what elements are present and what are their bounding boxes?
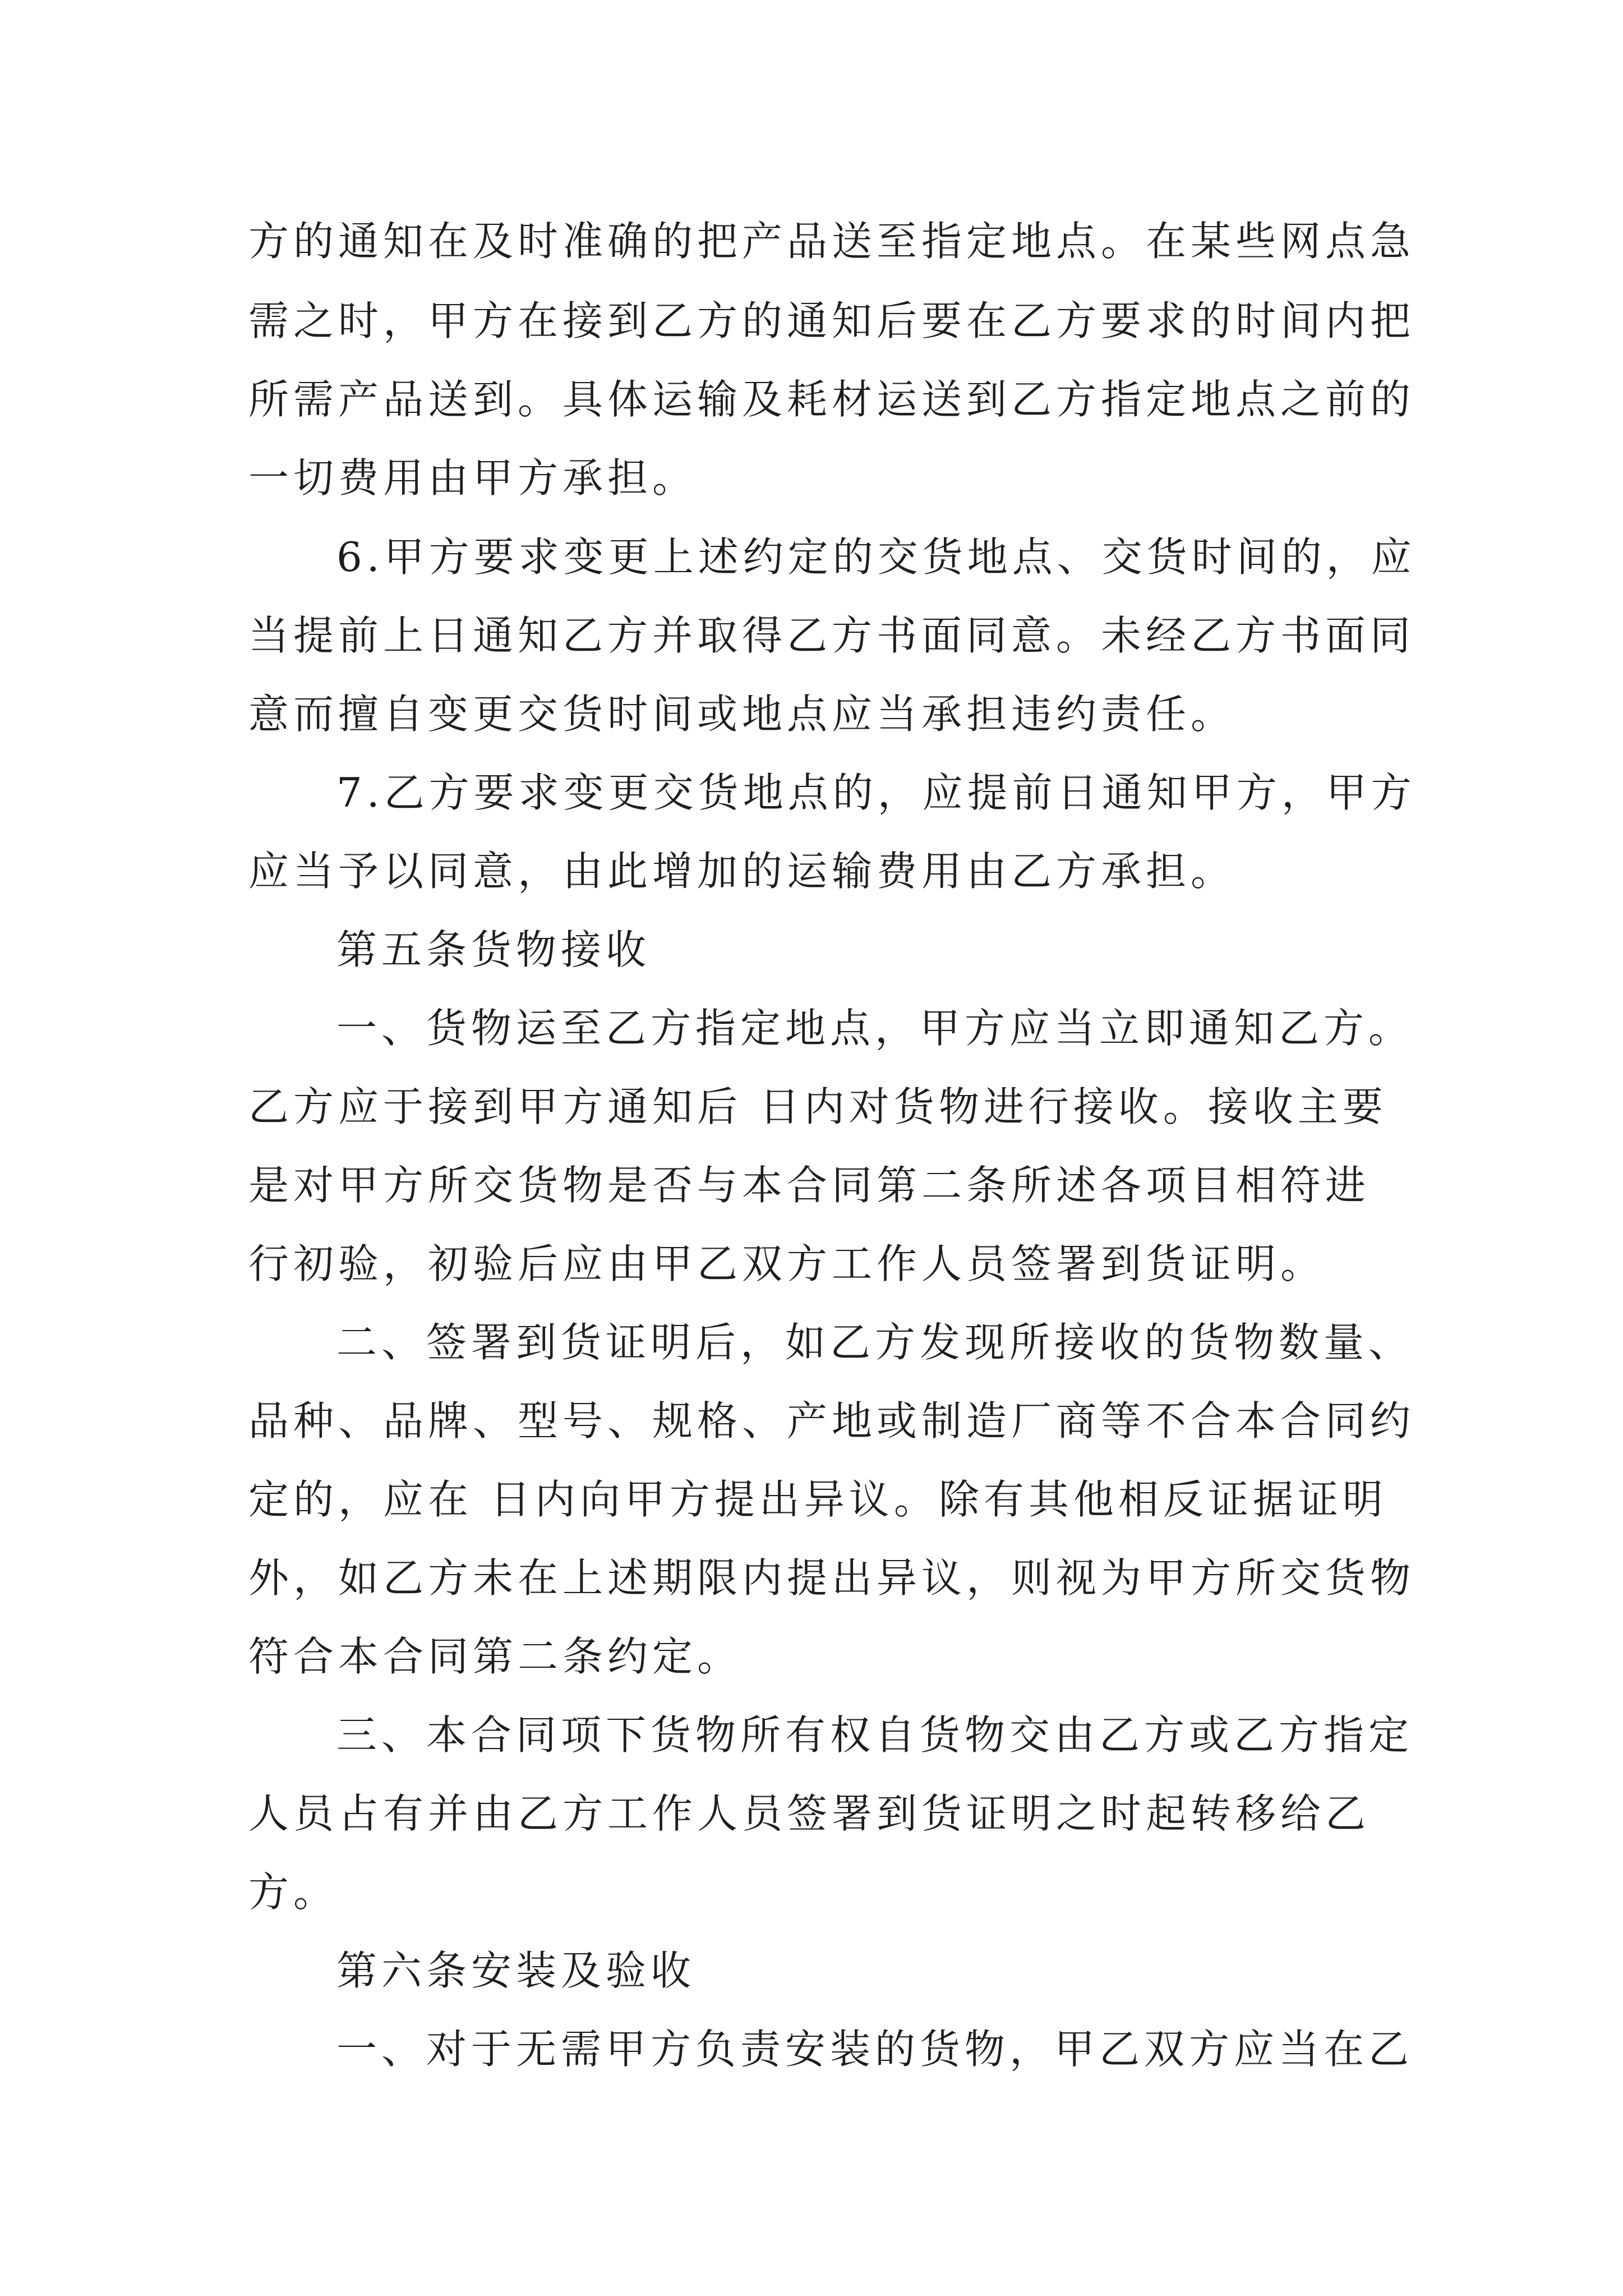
- text-line: 品种、品牌、型号、规格、产地或制造厂商等不合本合同约: [248, 1397, 1415, 1444]
- paragraph-start-line: 二、签署到货证明后，如乙方发现所接收的货物数量、: [336, 1319, 1414, 1366]
- text-line: 一切费用由甲方承担。: [248, 454, 698, 501]
- section-heading: 第五条货物接收: [336, 926, 651, 973]
- text-line: 外，如乙方未在上述期限内提出异议，则视为甲方所交货物: [248, 1554, 1415, 1602]
- text-line: 应当予以同意，由此增加的运输费用由乙方承担。: [248, 848, 1236, 895]
- text-line: 方的通知在及时准确的把产品送至指定地点。在某些网点急: [248, 218, 1415, 265]
- text-line: 人员占有并由乙方工作人员签署到货证明之时起转移给乙: [248, 1790, 1371, 1837]
- text-line: 定的，应在 日内向甲方提出异议。除有其他相反证据证明: [248, 1476, 1387, 1523]
- section-heading: 第六条安装及验收: [336, 1947, 696, 1994]
- text-line: 需之时，甲方在接到乙方的通知后要在乙方要求的时间内把: [248, 297, 1415, 344]
- text-line: 是对甲方所交货物是否与本合同第二条所述各项目相符进: [248, 1162, 1371, 1209]
- text-line: 当提前上日通知乙方并取得乙方书面同意。未经乙方书面同: [248, 612, 1415, 659]
- paragraph-start-line: 7.乙方要求变更交货地点的，应提前日通知甲方，甲方: [336, 769, 1416, 816]
- paragraph-start-line: 6.甲方要求变更上述约定的交货地点、交货时间的，应: [336, 533, 1416, 581]
- text-line: 意而擅自变更交货时间或地点应当承担违约责任。: [248, 691, 1236, 738]
- text-line: 方。: [248, 1869, 339, 1916]
- text-line: 乙方应于接到甲方通知后 日内对货物进行接收。接收主要: [248, 1083, 1387, 1130]
- text-line: 符合本合同第二条约定。: [248, 1633, 743, 1680]
- text-line: 行初验，初验后应由甲乙双方工作人员签署到货证明。: [248, 1240, 1326, 1287]
- paragraph-start-line: 三、本合同项下货物所有权自货物交由乙方或乙方指定: [336, 1711, 1414, 1759]
- paragraph-start-line: 一、对于无需甲方负责安装的货物，甲乙双方应当在乙: [336, 2026, 1414, 2073]
- text-line: 所需产品送到。具体运输及耗材运送到乙方指定地点之前的: [248, 376, 1415, 423]
- paragraph-start-line: 一、货物运至乙方指定地点，甲方应当立即通知乙方。: [336, 1005, 1414, 1052]
